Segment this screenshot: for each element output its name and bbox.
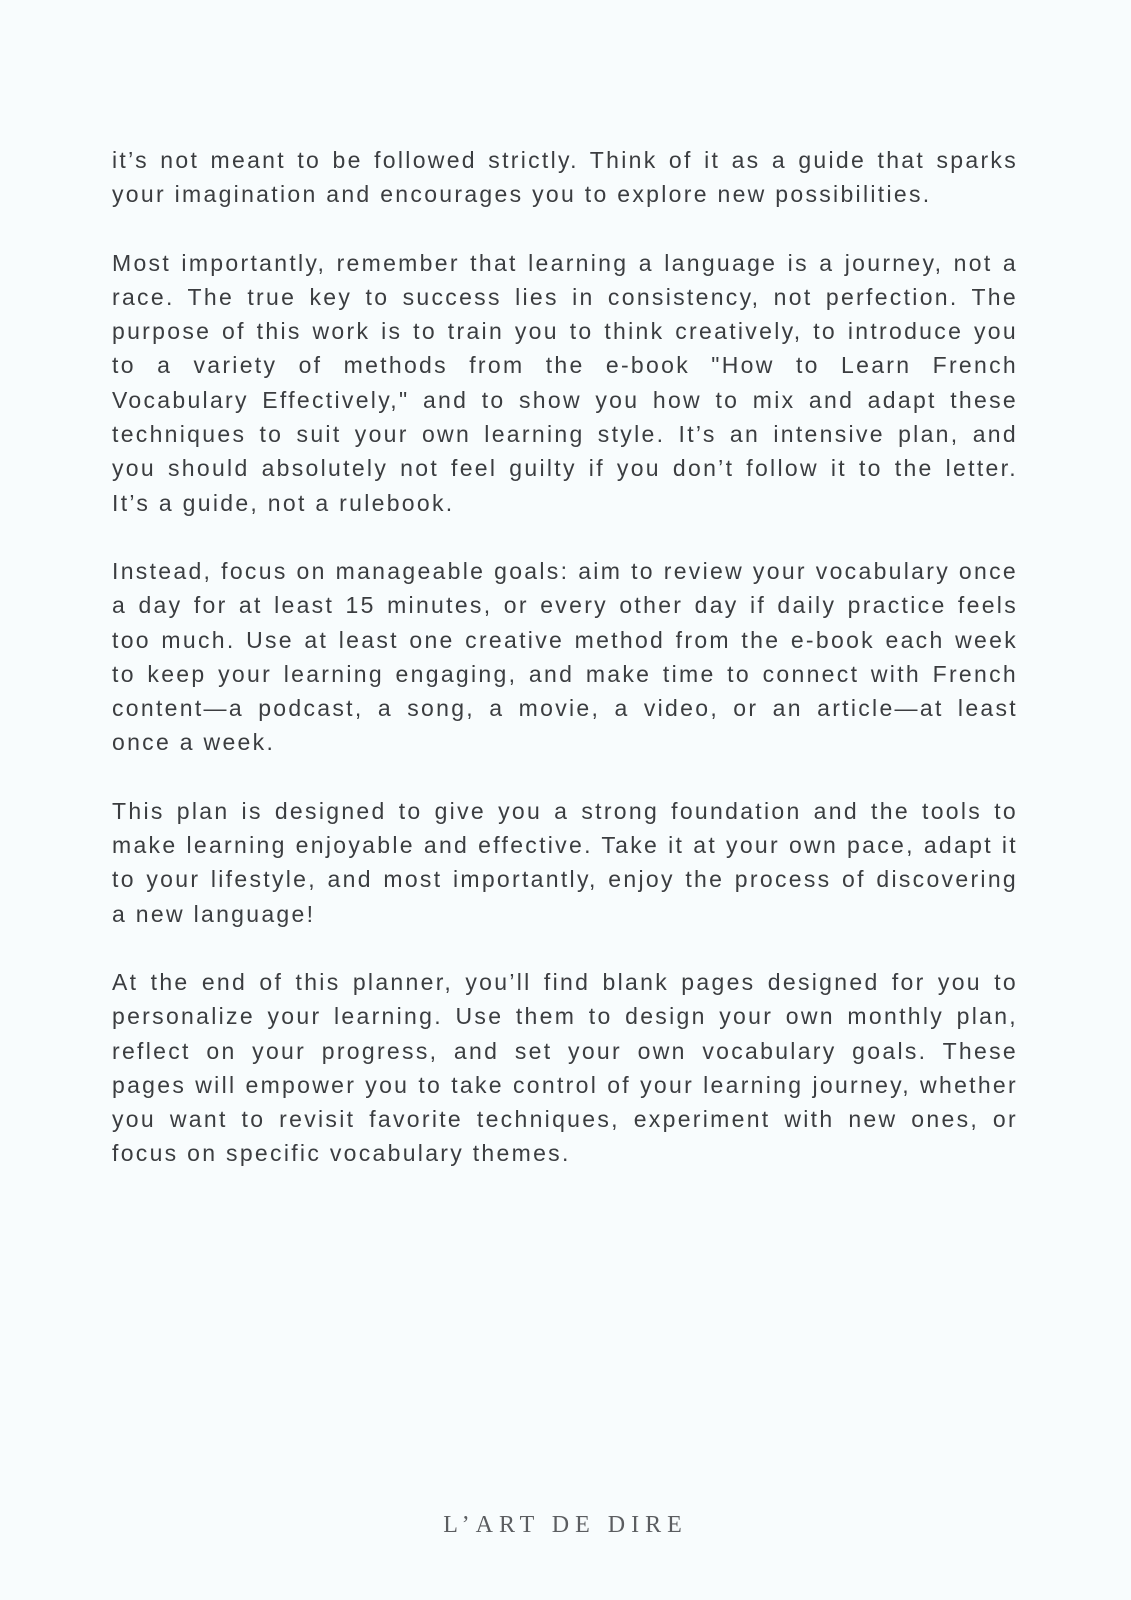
footer-brand: L’ART DE DIRE bbox=[443, 1512, 688, 1538]
paragraph-manageable-goals: Instead, focus on manageable goals: aim to review your vocabulary once a day for at least 15 minutes, or every other day if daily practice feels too much. Use at least one creative method from the e-book each week to keep your learning engaging, and make time to connect with French content—a podcast, a song, a movie, a video, or an article—at least once a week. bbox=[112, 557, 1018, 756]
paragraph-blank-pages: At the end of this planner, you’ll find blank pages designed for you to personalize your learning. Use them to design your own monthly plan, reflect on your progress, and set your own vocabulary goals. These pages will empower you to take control of your learning journey, whether you want to revisit favorite techniques, experiment with new ones, or focus on specific vocabulary themes. bbox=[112, 968, 1018, 1167]
page-body bbox=[112, 143, 1018, 1205]
paragraph-foundation: This plan is designed to give you a strong foundation and the tools to make learning enjoyable and effective. Take it at your own pace, adapt it to your lifestyle, and most importantly, enjoy the process of discovering a new language! bbox=[112, 797, 1018, 927]
paragraph-journey: Most importantly, remember that learning a language is a journey, not a race. The true key to success lies in consistency, not perfection. The purpose of this work is to train you to think creatively, to introduce you to a variety of methods from the e-book "How to Learn French Vocabulary Effectively," and to show you how to mix and adapt these techniques to suit your own learning style. It’s an intensive plan, and you should absolutely not feel guilty if you don’t follow it to the letter. It’s a guide, not a rulebook. bbox=[112, 249, 1018, 516]
paragraph-intro-guide: it’s not meant to be followed strictly. Think of it as a guide that sparks your imagination and encourages you to explore new possibilities. bbox=[112, 147, 1018, 208]
